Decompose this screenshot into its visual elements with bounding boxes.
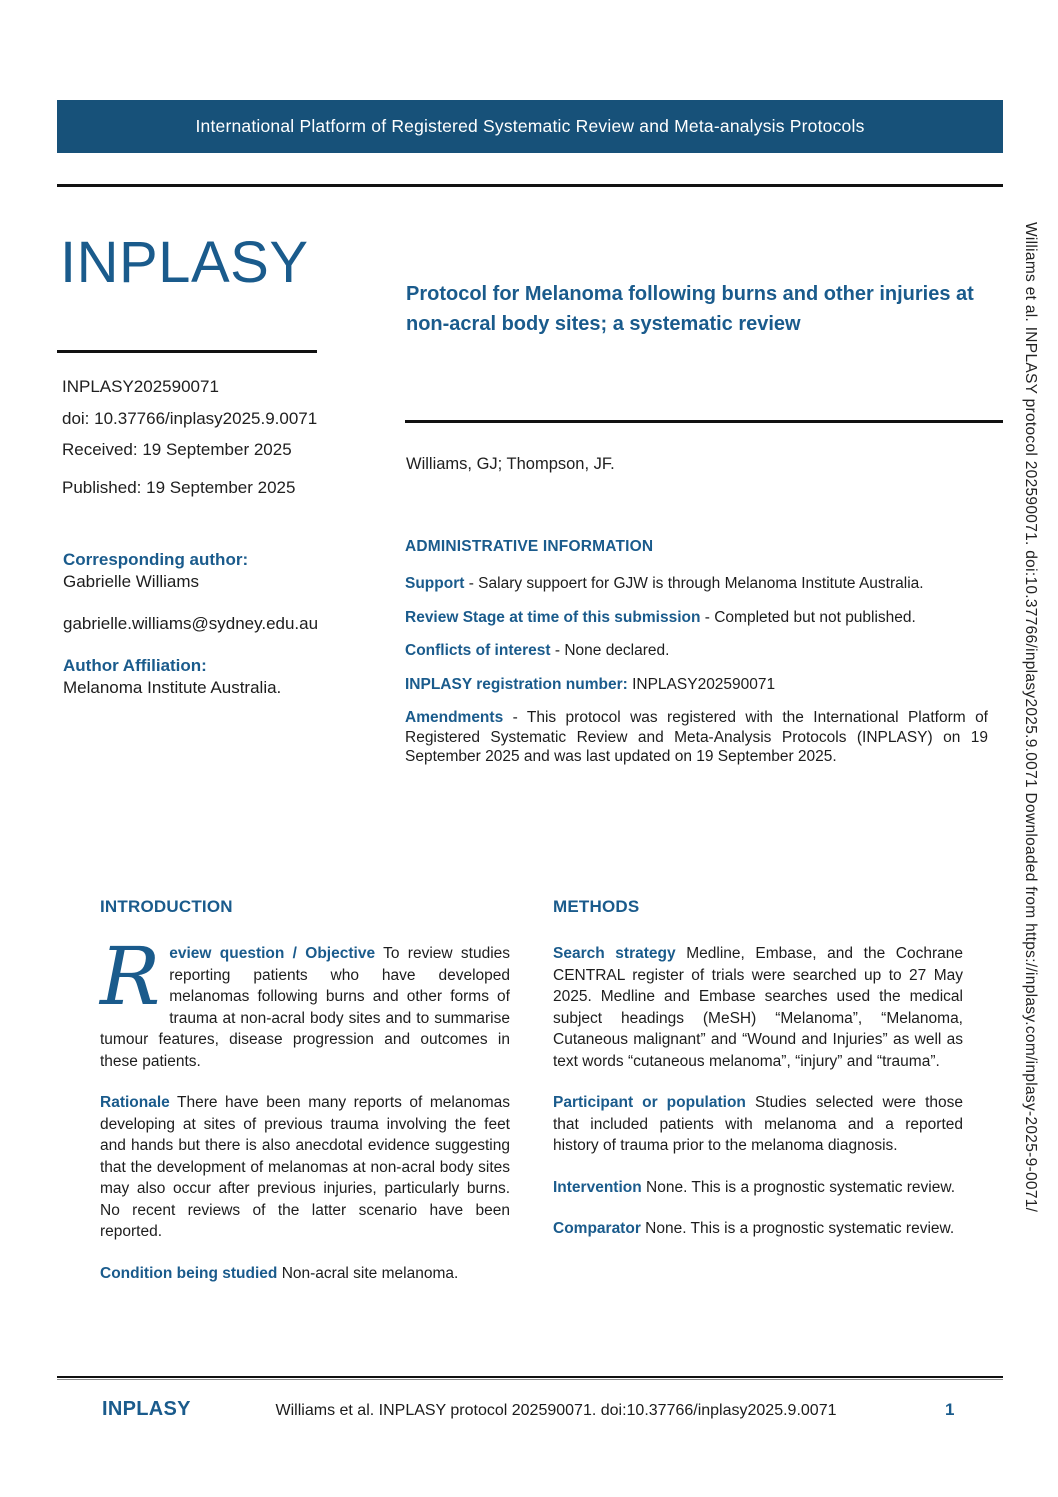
review-question-paragraph [100, 930, 511, 1072]
affiliation-name: Melanoma Institute Australia. [63, 678, 282, 697]
paragraph-label: Intervention [553, 1178, 642, 1196]
admin-item-text: - Salary suppoert for GJW is through Melanoma Institute Australia. [468, 575, 924, 592]
admin-item-label: Review Stage at time of this submission [405, 608, 701, 626]
received-date: Received: 19 September 2025 [62, 440, 292, 459]
corresponding-author-label: Corresponding author: [63, 550, 249, 569]
admin-item-text: - Completed but not published. [704, 608, 916, 626]
admin-item-registration-number [405, 675, 988, 695]
paragraph-label: Participant or population [553, 1094, 746, 1111]
title-divider [405, 420, 1003, 423]
footer-citation: Williams et al. INPLASY protocol 202590071. doi:10.37766/inplasy2025.9.0071 [275, 1402, 837, 1419]
rationale-paragraph [100, 1092, 510, 1243]
corresponding-author-email: gabrielle.williams@sydney.edu.au [63, 614, 319, 633]
paragraph-label: Condition being studied [100, 1264, 278, 1282]
dropcap-letter: R [100, 930, 161, 1023]
intervention-paragraph [553, 1177, 963, 1199]
footer-inplasy-logo: INPLASY [102, 1398, 191, 1420]
doi-text: doi: 10.37766/inplasy2025.9.0071 [62, 409, 318, 428]
vertical-citation-text: Williams et al. INPLASY protocol 202590071. doi:10.37766/inplasy2025.9.0071 Downloaded from https://inplasy.com/inplasy-2025-9-0071/ [1022, 222, 1039, 1213]
admin-item-support [405, 574, 988, 594]
search-strategy-paragraph [553, 943, 963, 1072]
corresponding-author-block [63, 549, 318, 699]
paragraph-text: Non-acral site melanoma. [281, 1264, 459, 1282]
affiliation-label: Author Affiliation: [63, 656, 207, 675]
platform-banner [57, 100, 1003, 153]
page-number: 1 [945, 1400, 955, 1419]
footer-divider [57, 1376, 1003, 1378]
admin-item-label: Support [405, 575, 465, 592]
methods-section [553, 897, 963, 1260]
paragraph-text: None. This is a prognostic systematic review. [645, 1220, 955, 1237]
admin-item-text: - This protocol was registered with the International Platform of Registered Systematic Review and Meta-Analysis Protocols (INPLASY) on 19 September 2025 and was last updated on 19 September 2025. [405, 709, 988, 765]
administrative-information-section [405, 538, 988, 781]
admin-item-conflicts [405, 641, 988, 661]
comparator-paragraph [553, 1218, 963, 1240]
paragraph-label: Search strategy [553, 945, 676, 962]
admin-item-label: Amendments [405, 709, 504, 726]
methods-heading: METHODS [553, 897, 640, 916]
paragraph-label: Comparator [553, 1220, 641, 1237]
paragraph-text: Studies selected were those that included patients with melanoma and a reported history of trauma prior to the melanoma diagnosis. [553, 1094, 963, 1154]
paragraph-text: To review studies reporting patients who have developed melanomas following burns and other forms of trauma at non-acral body sites and to summarise tumour features, disease progression and outcomes in these patients. [100, 945, 511, 1070]
registration-id: INPLASY202590071 [62, 377, 219, 396]
published-date: Published: 19 September 2025 [62, 478, 296, 497]
inplasy-logo: INPLASY [60, 230, 309, 295]
paragraph-text: Medline, Embase, and the Cochrane CENTRAL register of trials were searched up to 27 May 2025. Medline and Embase searches used the medical subject headings (MeSH) “Melanoma”, “Melanoma, Cutaneous malignant” and “Wound and Injuries” as well as text words “cutaneous melanoma”, “injury” and “trauma”. [553, 945, 963, 1070]
paragraph-text: There have been many reports of melanomas developing at sites of previous trauma involving the feet and hands but there is also anecdotal evidence suggesting that the development of melanomas at non-acral body sites may also occur after previous injuries, particularly burns. No recent reviews of the latter scenario have been reported. [100, 1094, 510, 1240]
header-divider [57, 184, 1003, 187]
admin-item-text: INPLASY202590071 [632, 675, 776, 693]
admin-item-text: - None declared. [554, 642, 670, 659]
administrative-information-heading: ADMINISTRATIVE INFORMATION [405, 538, 654, 555]
paragraph-label: Rationale [100, 1094, 170, 1111]
introduction-section [100, 897, 510, 1304]
paragraph-text: None. This is a prognostic systematic review. [646, 1178, 955, 1196]
condition-paragraph [100, 1263, 510, 1285]
article-authors: Williams, GJ; Thompson, JF. [406, 455, 615, 473]
admin-item-amendments [405, 708, 988, 767]
platform-banner-title: International Platform of Registered Systematic Review and Meta-analysis Protocols [195, 116, 865, 136]
logo-divider [57, 350, 317, 353]
admin-item-label: Conflicts of interest [405, 642, 551, 659]
participant-paragraph [553, 1092, 963, 1157]
paragraph-label: eview question / Objective [169, 945, 376, 962]
admin-item-review-stage [405, 608, 988, 628]
admin-item-label: INPLASY registration number: [405, 675, 628, 693]
introduction-heading: INTRODUCTION [100, 897, 233, 916]
footer-divider-thin [57, 1379, 1003, 1380]
article-title: Protocol for Melanoma following burns and other injuries at non-acral body sites; a systematic review [406, 283, 974, 335]
corresponding-author-name: Gabrielle Williams [63, 572, 200, 591]
